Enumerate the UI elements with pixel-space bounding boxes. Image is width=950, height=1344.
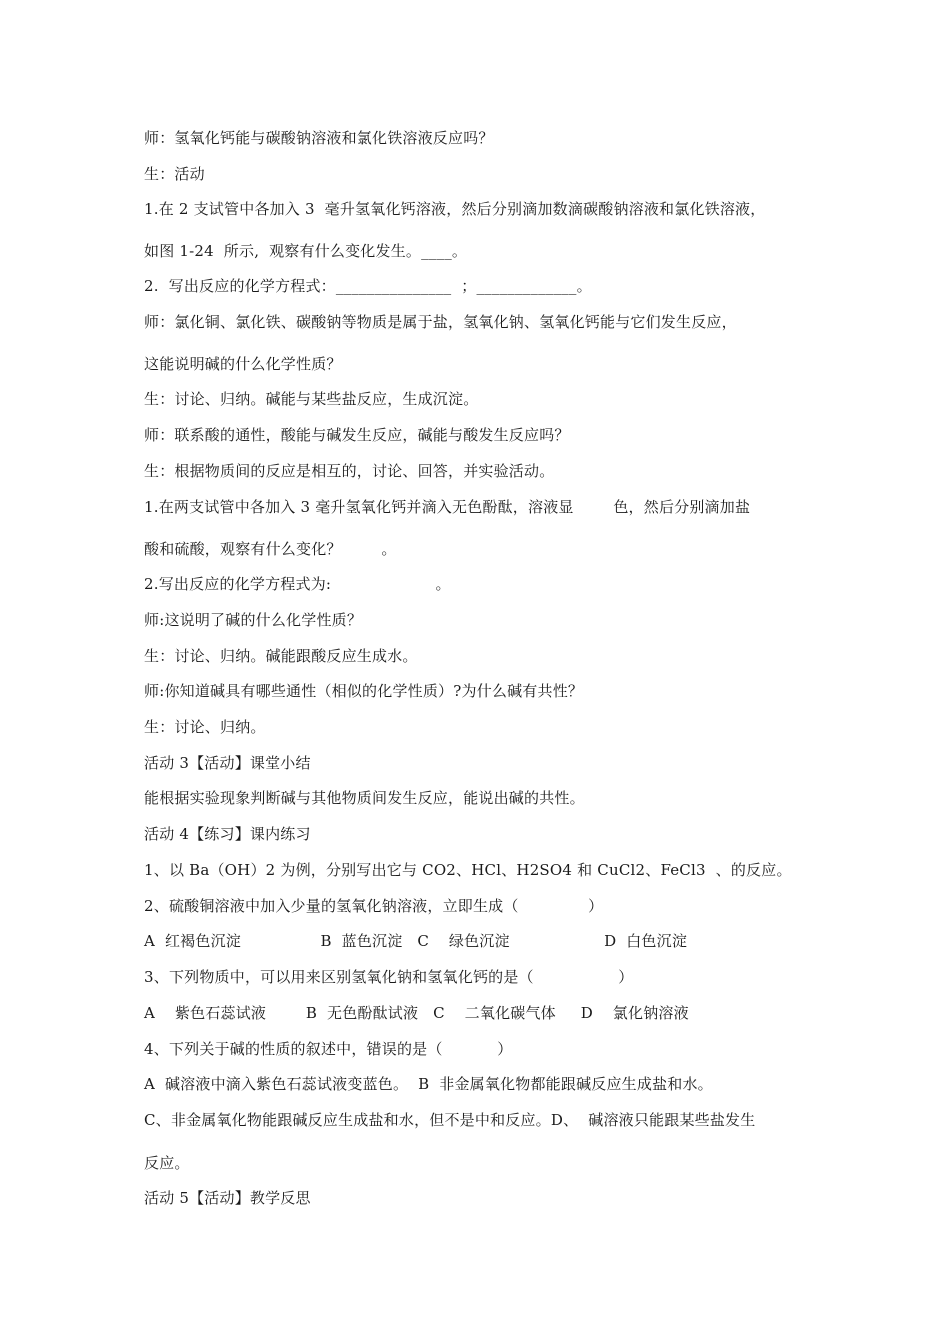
text-line: 师：氯化铜、氯化铁、碳酸钠等物质是属于盐，氢氧化钠、氢氧化钙能与它们发生反应， (144, 313, 737, 331)
text-line: 如图 1-24 所示, 观察有什么变化发生。____。 (144, 242, 468, 260)
question-line: 2、硫酸铜溶液中加入少量的氢氧化钠溶液，立即生成（ ） (144, 897, 604, 915)
text-line: 师：氢氧化钙能与碳酸钠溶液和氯化铁溶液反应吗？ (144, 129, 494, 147)
question-line: 3、下列物质中，可以用来区别氢氧化钠和氢氧化钙的是（ ） (144, 968, 634, 986)
text-line: 生：讨论、归纳。 (144, 718, 266, 736)
text-line: 师:这说明了碱的什么化学性质？ (144, 611, 363, 629)
text-line: 师：联系酸的通性，酸能与碱发生反应，碱能与酸发生反应吗？ (144, 426, 570, 444)
answer-options: 反应。 (144, 1154, 190, 1172)
text-line: 酸和硫酸，观察有什么变化？ 。 (144, 540, 397, 558)
question-line: 4、下列关于碱的性质的叙述中，错误的是（ ） (144, 1040, 513, 1058)
text-line: 生：根据物质间的反应是相互的，讨论、回答，并实验活动。 (144, 462, 555, 480)
text-line: 师:你知道碱具有哪些通性（相似的化学性质）?为什么碱有共性？ (144, 682, 584, 700)
text-line: 能根据实验现象判断碱与其他物质间发生反应，能说出碱的共性。 (144, 789, 585, 807)
question-line: 1、以 Ba（OH）2 为例，分别写出它与 CO2、HCl、H2SO4 和 CuCl2、FeCl3 、的反应。 (144, 861, 792, 879)
answer-options: A 红褐色沉淀 B 蓝色沉淀 C 绿色沉淀 D 白色沉淀 (144, 932, 688, 950)
answer-options: A 紫色石蕊试液 B 无色酚酞试液 C 二氧化碳气体 D 氯化钠溶液 (144, 1004, 689, 1022)
text-line: 1.在 2 支试管中各加入 3 毫升氢氧化钙溶液，然后分别滴加数滴碳酸钠溶液和氯化铁溶液， (144, 200, 766, 218)
text-line: 2. 写出反应的化学方程式：_______________ ；_____________。 (144, 277, 592, 295)
section-heading: 活动 4【练习】课内练习 (144, 825, 311, 843)
text-line: 生：活动 (144, 165, 205, 183)
section-heading: 活动 3【活动】课堂小结 (144, 754, 311, 772)
text-line: 生：讨论、归纳。碱能跟酸反应生成水。 (144, 647, 418, 665)
text-line: 生：讨论、归纳。碱能与某些盐反应，生成沉淀。 (144, 390, 479, 408)
answer-options: C、非金属氧化物能跟碱反应生成盐和水，但不是中和反应。D、 碱溶液只能跟某些盐发生 (144, 1111, 756, 1129)
section-heading: 活动 5【活动】教学反思 (144, 1189, 311, 1207)
text-line: 这能说明碱的什么化学性质？ (144, 355, 342, 373)
text-line: 1.在两支试管中各加入 3 毫升氢氧化钙并滴入无色酚酞，溶液显 色，然后分别滴加盐 (144, 498, 751, 516)
answer-options: A 碱溶液中滴入紫色石蕊试液变蓝色。 B 非金属氧化物都能跟碱反应生成盐和水。 (144, 1075, 713, 1093)
text-line: 2.写出反应的化学方程式为: 。 (144, 575, 451, 593)
